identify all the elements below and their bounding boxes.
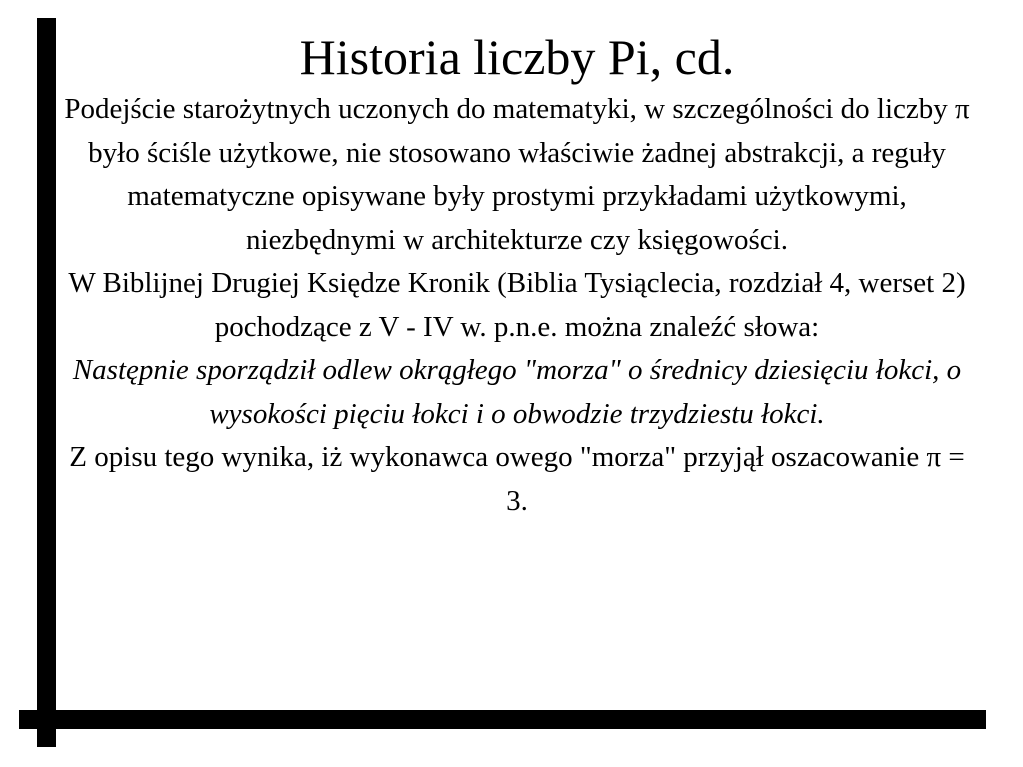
slide-title: Historia liczby Pi, cd.	[299, 29, 735, 85]
horizontal-frame-bar	[19, 710, 986, 729]
vertical-frame-bar	[37, 18, 56, 747]
slide-content	[56, 26, 978, 523]
paragraph-bible-reference: W Biblijnej Drugiej Księdze Kronik (Biblia Tysiąclecia, rozdział 4, werset 2) pochodzące z V - IV w. p.n.e. można znaleźć słowa:	[68, 267, 966, 343]
paragraph-intro: Podejście starożytnych uczonych do matematyki, w szczególności do liczby π było ściśle użytkowe, nie stosowano właściwie żadnej abstrakcji, a reguły matematyczne opisywane były prostymi przykładami użytkowymi, niezbędnymi w architekturze czy księgowości.	[64, 93, 970, 256]
bible-quote: Następnie sporządził odlew okrągłego "morza" o średnicy dziesięciu łokci, o wysokości pięciu łokci i o obwodzie trzydziestu łokci.	[72, 354, 962, 430]
paragraph-conclusion: Z opisu tego wynika, iż wykonawca owego "morza" przyjął oszacowanie π = 3.	[69, 441, 965, 517]
